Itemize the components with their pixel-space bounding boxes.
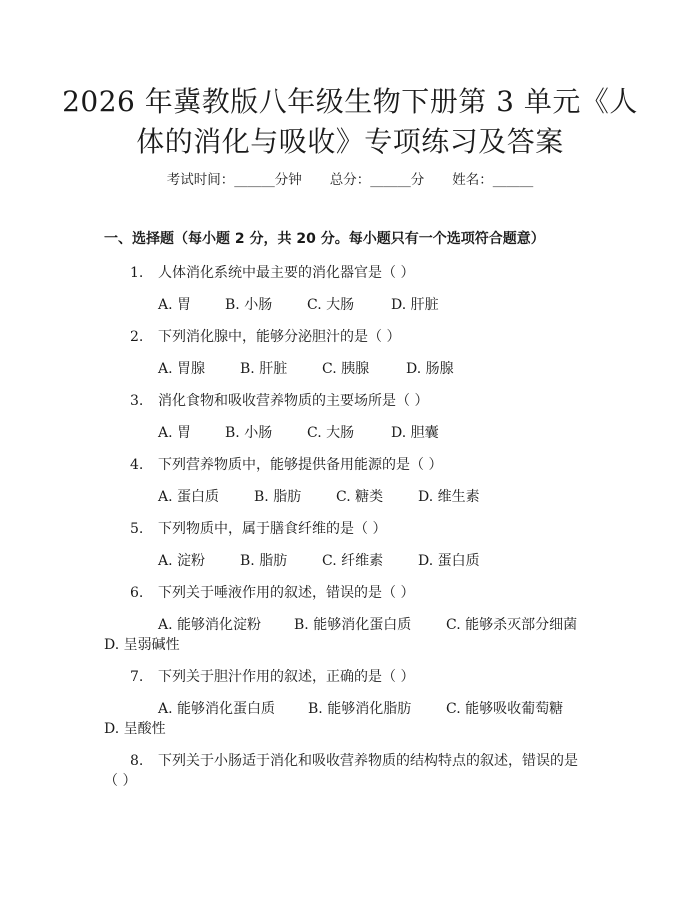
question-number: 3. [130, 393, 144, 409]
option-b: B. 脂肪 [254, 489, 302, 505]
question-8-continuation: （ ） [104, 773, 137, 789]
question-7-options [158, 698, 563, 718]
option-d: D. 胆囊 [391, 425, 439, 441]
question-1 [130, 262, 414, 282]
question-3-options [158, 422, 439, 442]
question-number: 5. [130, 521, 144, 537]
question-1-options [158, 294, 439, 314]
option-d: D. 肝脏 [391, 297, 439, 313]
option-a: A. 胃 [158, 297, 192, 313]
question-8 [130, 750, 578, 770]
exam-meta [0, 168, 700, 188]
exam-time: 考试时间：______分钟 [166, 172, 302, 188]
option-b: B. 能够消化蛋白质 [294, 617, 412, 633]
question-4-options [158, 486, 480, 506]
question-2 [130, 326, 400, 346]
question-5 [130, 518, 386, 538]
option-d: D. 维生素 [418, 489, 480, 505]
option-b: B. 能够消化脂肪 [308, 701, 412, 717]
option-a: A. 能够消化淀粉 [158, 617, 262, 633]
option-a: A. 胃 [158, 425, 192, 441]
question-number: 1. [130, 265, 144, 281]
option-a: A. 蛋白质 [158, 489, 220, 505]
option-c: C. 能够杀灭部分细菌 [446, 617, 578, 633]
question-text: 下列关于小肠适于消化和吸收营养物质的结构特点的叙述，错误的是 [158, 753, 578, 769]
page-title [60, 82, 640, 162]
question-7-option-d: D. 呈酸性 [104, 721, 166, 737]
option-a: A. 能够消化蛋白质 [158, 701, 276, 717]
title-line-1: 2026 年冀教版八年级生物下册第 3 单元《人 [62, 85, 638, 118]
student-name: 姓名：______ [452, 172, 534, 188]
question-text: 下列关于胆汁作用的叙述，正确的是（ ） [158, 669, 415, 685]
option-c: C. 能够吸收葡萄糖 [446, 701, 564, 717]
question-text: 下列关于唾液作用的叙述，错误的是（ ） [158, 585, 415, 601]
option-a: A. 淀粉 [158, 553, 206, 569]
question-7 [130, 666, 414, 686]
question-number: 8. [130, 753, 144, 769]
option-b: B. 脂肪 [240, 553, 288, 569]
question-6-option-d: D. 呈弱碱性 [104, 637, 180, 653]
question-number: 6. [130, 585, 144, 601]
question-6-options [158, 614, 577, 634]
question-3 [130, 390, 428, 410]
question-text: 人体消化系统中最主要的消化器官是（ ） [158, 265, 415, 281]
option-c: C. 糖类 [336, 489, 384, 505]
question-text: 下列消化腺中，能够分泌胆汁的是（ ） [158, 329, 401, 345]
option-b: B. 小肠 [225, 425, 273, 441]
option-c: C. 大肠 [307, 425, 355, 441]
option-b: B. 肝脏 [240, 361, 288, 377]
question-4 [130, 454, 442, 474]
question-number: 4. [130, 457, 144, 473]
option-c: C. 大肠 [307, 297, 355, 313]
question-5-options [158, 550, 480, 570]
title-line-2: 体的消化与吸收》专项练习及答案 [136, 125, 564, 158]
question-2-options [158, 358, 454, 378]
question-6 [130, 582, 414, 602]
section-heading: 一、选择题（每小题 2 分，共 20 分。每小题只有一个选项符合题意） [104, 231, 545, 247]
option-b: B. 小肠 [225, 297, 273, 313]
option-c: C. 胰腺 [322, 361, 370, 377]
exam-score: 总分：______分 [329, 172, 425, 188]
question-text: 下列营养物质中，能够提供备用能源的是（ ） [158, 457, 443, 473]
option-c: C. 纤维素 [322, 553, 384, 569]
option-d: D. 肠腺 [406, 361, 454, 377]
question-number: 7. [130, 669, 144, 685]
option-a: A. 胃腺 [158, 361, 206, 377]
option-d: D. 蛋白质 [418, 553, 480, 569]
question-number: 2. [130, 329, 144, 345]
question-text: 消化食物和吸收营养物质的主要场所是（ ） [158, 393, 429, 409]
question-text: 下列物质中，属于膳食纤维的是（ ） [158, 521, 387, 537]
